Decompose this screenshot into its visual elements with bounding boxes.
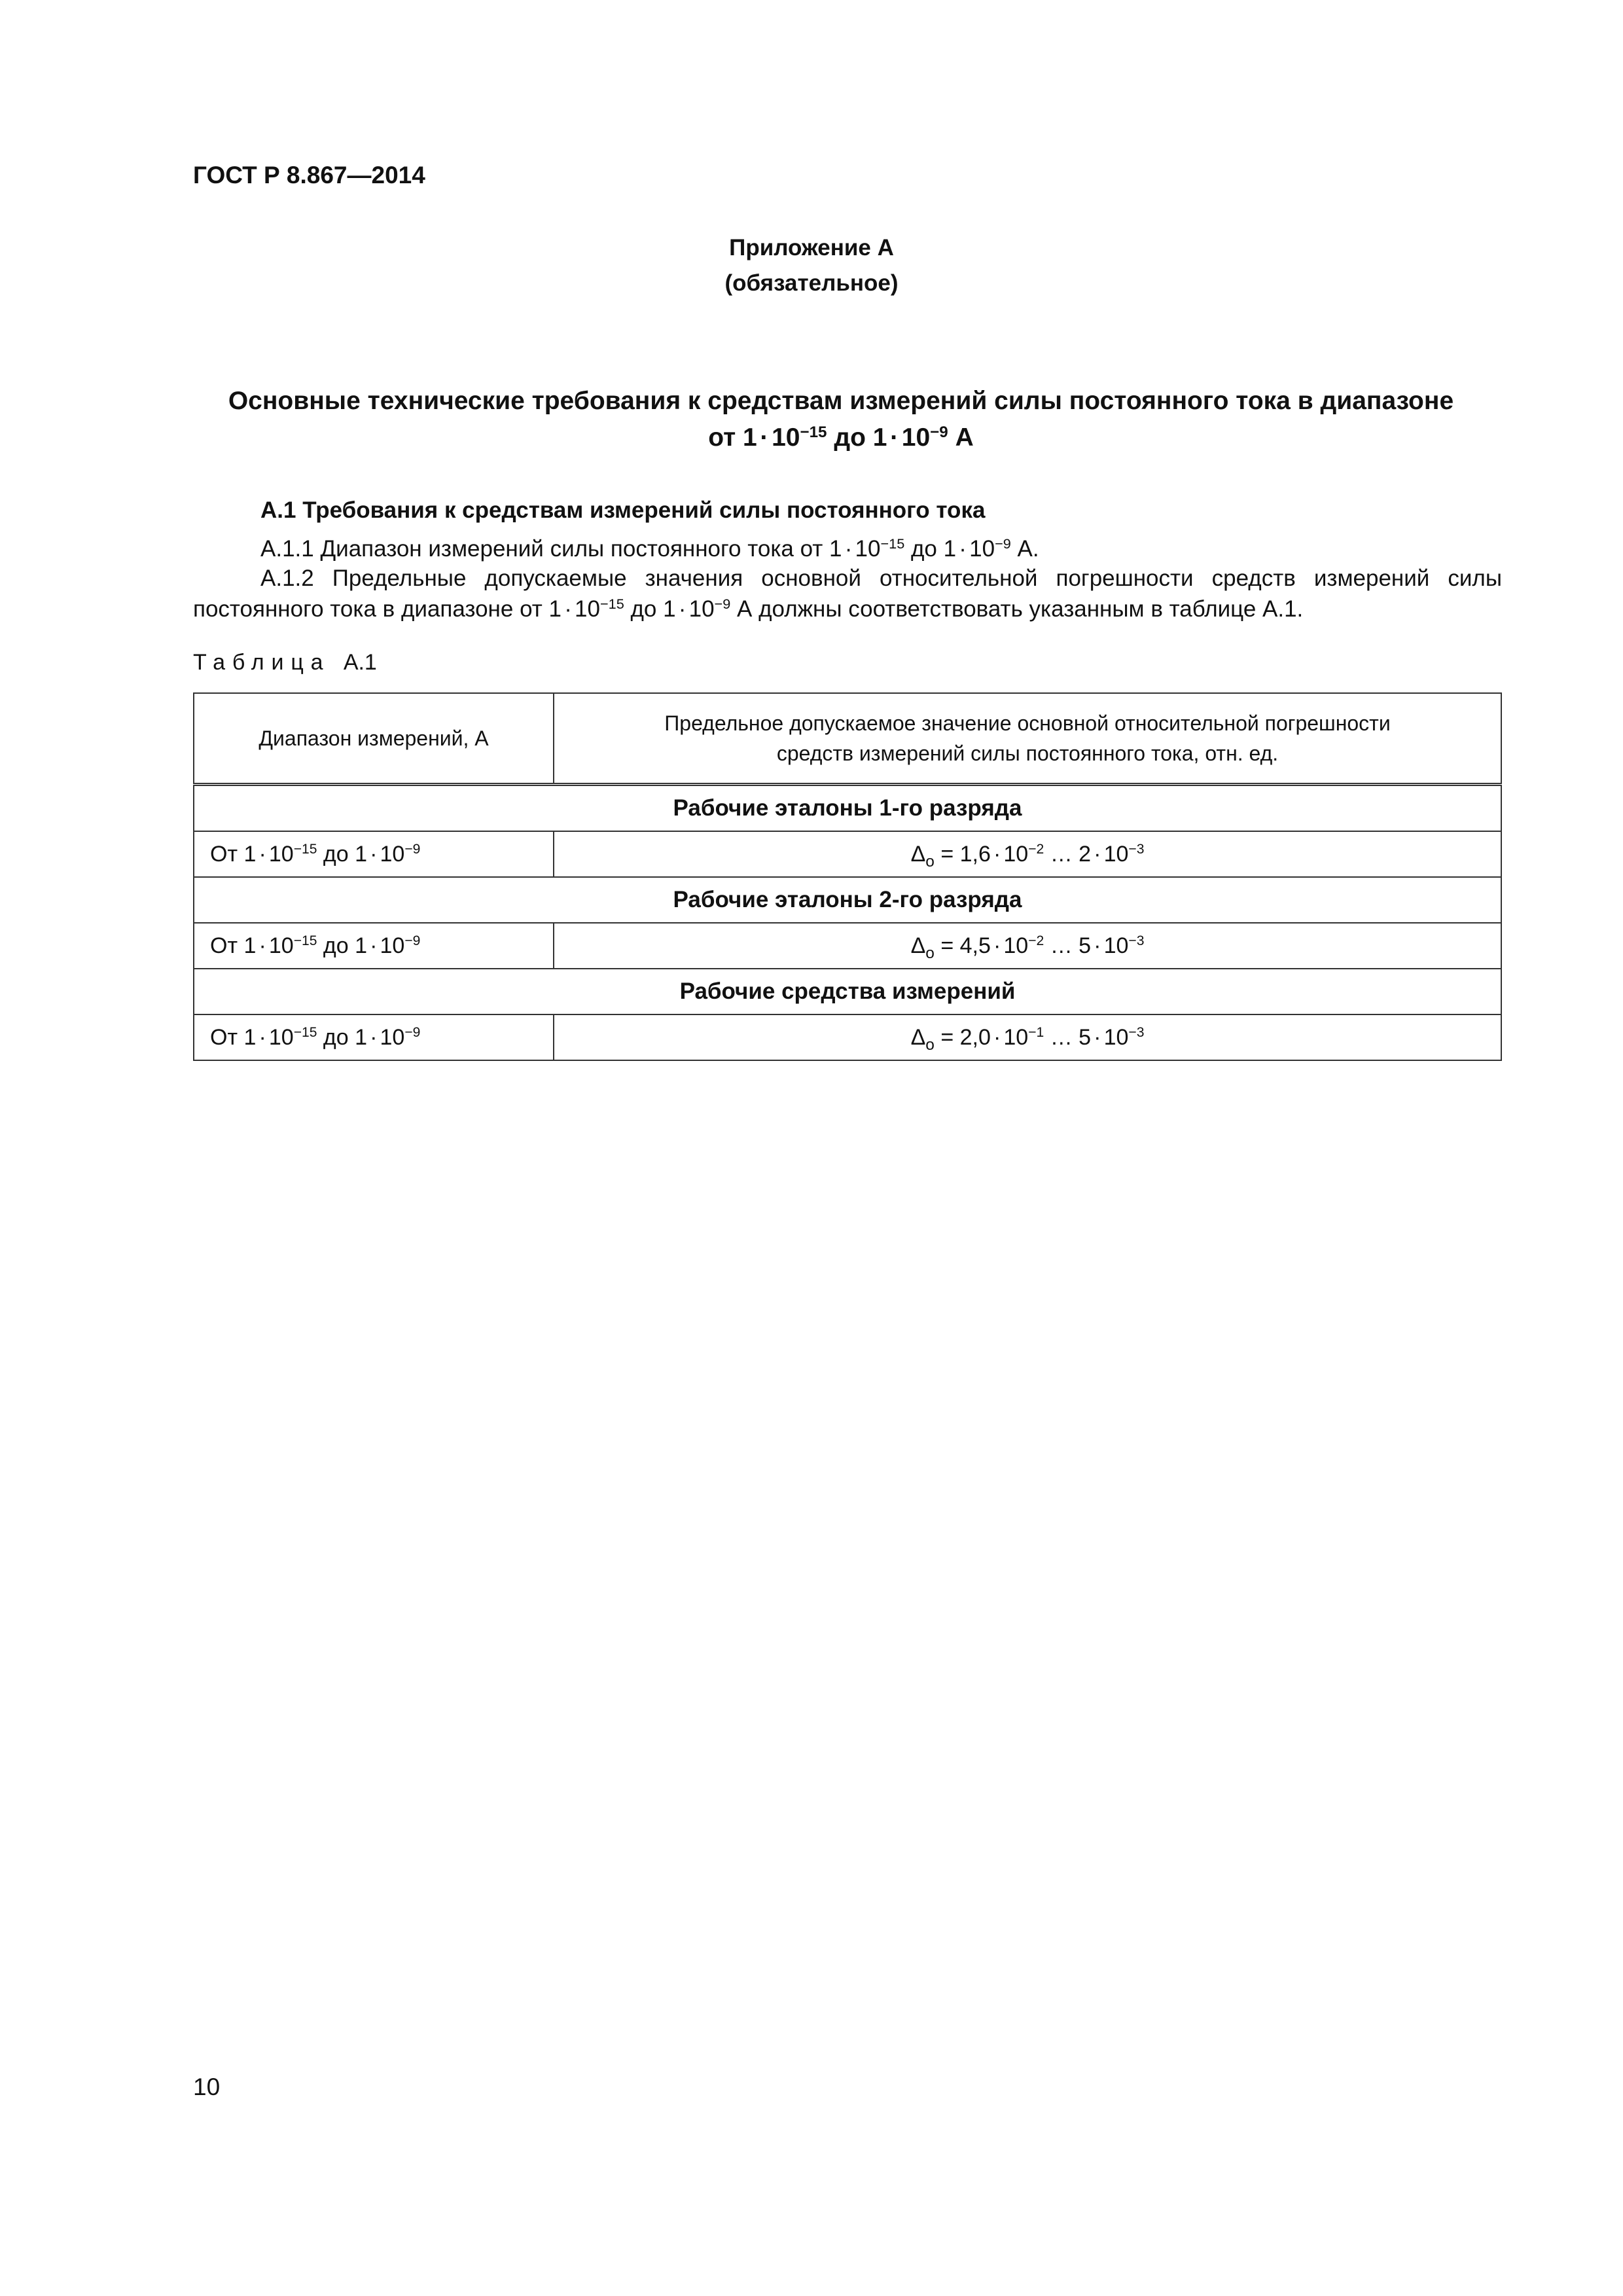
table-caption-number: А.1: [343, 650, 377, 675]
document-code: ГОСТ Р 8.867—2014: [193, 162, 425, 188]
range-base1: 10: [268, 841, 294, 867]
range-cell: От $1 \cdot 10^{-15}$ до $1 \cdot 10^{-9}$: [194, 1014, 554, 1060]
error-value-cell: $\Delta_о = 4,5 \cdot 10^{-2}$ … $5 \cdot 10^{-3}$: [554, 923, 1501, 969]
table-caption: [193, 650, 377, 675]
value-coef1: = 1,6: [934, 841, 991, 867]
range-to: до 1: [317, 841, 368, 867]
p2-base2: 10: [688, 596, 715, 622]
main-title-line2: от $1 \cdot 10^{-15}$ до $1 \cdot 10^{-9}$ А: [708, 423, 974, 452]
p1-to: до 1: [904, 536, 957, 562]
p2-exp2: −9: [714, 596, 731, 613]
p2-end: А должны соответствовать указанным в таблице А.1.: [730, 596, 1304, 622]
error-value-cell: $\Delta_о = 1,6 \cdot 10^{-2}$ … $2 \cdot 10^{-3}$: [554, 831, 1501, 877]
group-row: [194, 877, 1501, 923]
group-row: [194, 785, 1501, 832]
value-coef1: = 2,0: [934, 1024, 991, 1050]
p1-exp2: −9: [995, 535, 1011, 552]
range-from: От 1: [210, 841, 257, 867]
range-base1: 10: [268, 1024, 294, 1050]
range-base2: 10: [380, 1024, 405, 1050]
main-title-line1: Основные технические требования к средствам измерений силы постоянного тока в диапазоне: [228, 387, 1454, 415]
title-from: от 1: [708, 423, 757, 452]
col-header-range: Диапазон измерений, А: [194, 693, 554, 785]
value-base1: 10: [1003, 1024, 1029, 1050]
p1-exp1: −15: [880, 535, 905, 552]
range-from: От 1: [210, 1024, 257, 1050]
table-row: [194, 831, 1501, 877]
value-base2: 10: [1103, 1024, 1129, 1050]
p2-exp1: −15: [599, 596, 624, 613]
delta-subscript: о: [925, 944, 935, 963]
delta-symbol: Δ: [910, 1024, 926, 1050]
appendix-heading: [0, 230, 1623, 301]
value-base2: 10: [1103, 933, 1129, 958]
range-base2: 10: [380, 933, 405, 958]
delta-symbol: Δ: [910, 933, 926, 958]
value-coef2: … 5: [1044, 1024, 1092, 1050]
title-unit: А: [948, 423, 974, 452]
value-base1: 10: [1003, 841, 1029, 867]
table-header-row: [194, 693, 1501, 785]
table-caption-word: Таблица: [193, 650, 330, 675]
main-title: [190, 383, 1492, 456]
range-base2: 10: [380, 841, 405, 867]
requirements-table: [193, 692, 1502, 1061]
title-base2: 10: [901, 423, 931, 452]
error-value-cell: $\Delta_о = 2,0 \cdot 10^{-1}$ … $5 \cdot 10^{-3}$: [554, 1014, 1501, 1060]
p1-end: А.: [1010, 536, 1039, 562]
col-header-error-line1: Предельное допускаемое значение основной относительной погрешности: [664, 711, 1391, 735]
group-row: [194, 969, 1501, 1014]
value-coef1: = 4,5: [934, 933, 991, 958]
delta-symbol: Δ: [910, 841, 926, 867]
p2-text: А.1.2 Предельные допускаемые значения основной относительной погрешности средств измерений силы постоянного тока в диапазоне от 1: [193, 565, 1502, 622]
range-exp1: −15: [293, 1024, 317, 1040]
value-exp1: −2: [1028, 933, 1044, 948]
range-cell: От $1 \cdot 10^{-15}$ до $1 \cdot 10^{-9}$: [194, 923, 554, 969]
range-exp1: −15: [293, 841, 317, 857]
range-exp2: −9: [404, 933, 421, 948]
value-exp2: −3: [1128, 841, 1145, 857]
p1-base1: 10: [855, 536, 881, 562]
paragraph-a1-2: А.1.2 Предельные допускаемые значения основной относительной погрешности средств измерений силы постоянного тока в диапазоне от $1 \cdot 10^{-15}$ до $1 \cdot 10^{-9}$ А должны соответствовать указанным в таблице А.1.: [193, 565, 1502, 622]
p2-base1: 10: [575, 596, 600, 622]
range-exp2: −9: [404, 841, 421, 857]
paragraph-a1-1: А.1.1 Диапазон измерений силы постоянного тока от $1 \cdot 10^{-15}$ до $1 \cdot 10^{-9}$ А.: [260, 535, 1039, 562]
range-exp2: −9: [404, 1024, 421, 1040]
group-title: Рабочие средства измерений: [194, 969, 1501, 1014]
title-exp2: −9: [930, 423, 948, 441]
value-exp2: −3: [1128, 1024, 1145, 1040]
section-a1-heading: А.1 Требования к средствам измерений силы постоянного тока: [260, 497, 986, 523]
title-to: до 1: [827, 423, 887, 452]
page-number: 10: [193, 2073, 221, 2100]
title-exp1: −15: [800, 423, 827, 441]
appendix-status: (обязательное): [724, 270, 899, 296]
p1-text: А.1.1 Диапазон измерений силы постоянного тока от 1: [260, 536, 842, 562]
title-base1: 10: [772, 423, 800, 452]
value-coef2: … 5: [1044, 933, 1092, 958]
p2-to: до 1: [624, 596, 676, 622]
table-row: [194, 923, 1501, 969]
value-exp1: −2: [1028, 841, 1044, 857]
col-header-error: [554, 693, 1501, 785]
table-row: [194, 1014, 1501, 1060]
range-to: до 1: [317, 933, 368, 958]
group-title: Рабочие эталоны 2-го разряда: [194, 877, 1501, 923]
p1-base2: 10: [969, 536, 995, 562]
value-coef2: … 2: [1044, 841, 1092, 867]
range-from: От 1: [210, 933, 257, 958]
range-base1: 10: [268, 933, 294, 958]
delta-subscript: о: [925, 1036, 935, 1054]
range-to: до 1: [317, 1024, 368, 1050]
range-cell: От $1 \cdot 10^{-15}$ до $1 \cdot 10^{-9}$: [194, 831, 554, 877]
col-header-error-line2: средств измерений силы постоянного тока, отн. ед.: [776, 742, 1279, 765]
appendix-title: Приложение А: [729, 235, 894, 260]
value-base2: 10: [1103, 841, 1129, 867]
value-base1: 10: [1003, 933, 1029, 958]
value-exp1: −1: [1028, 1024, 1044, 1040]
group-title: Рабочие эталоны 1-го разряда: [194, 785, 1501, 832]
value-exp2: −3: [1128, 933, 1145, 948]
range-exp1: −15: [293, 933, 317, 948]
delta-subscript: о: [925, 853, 935, 871]
